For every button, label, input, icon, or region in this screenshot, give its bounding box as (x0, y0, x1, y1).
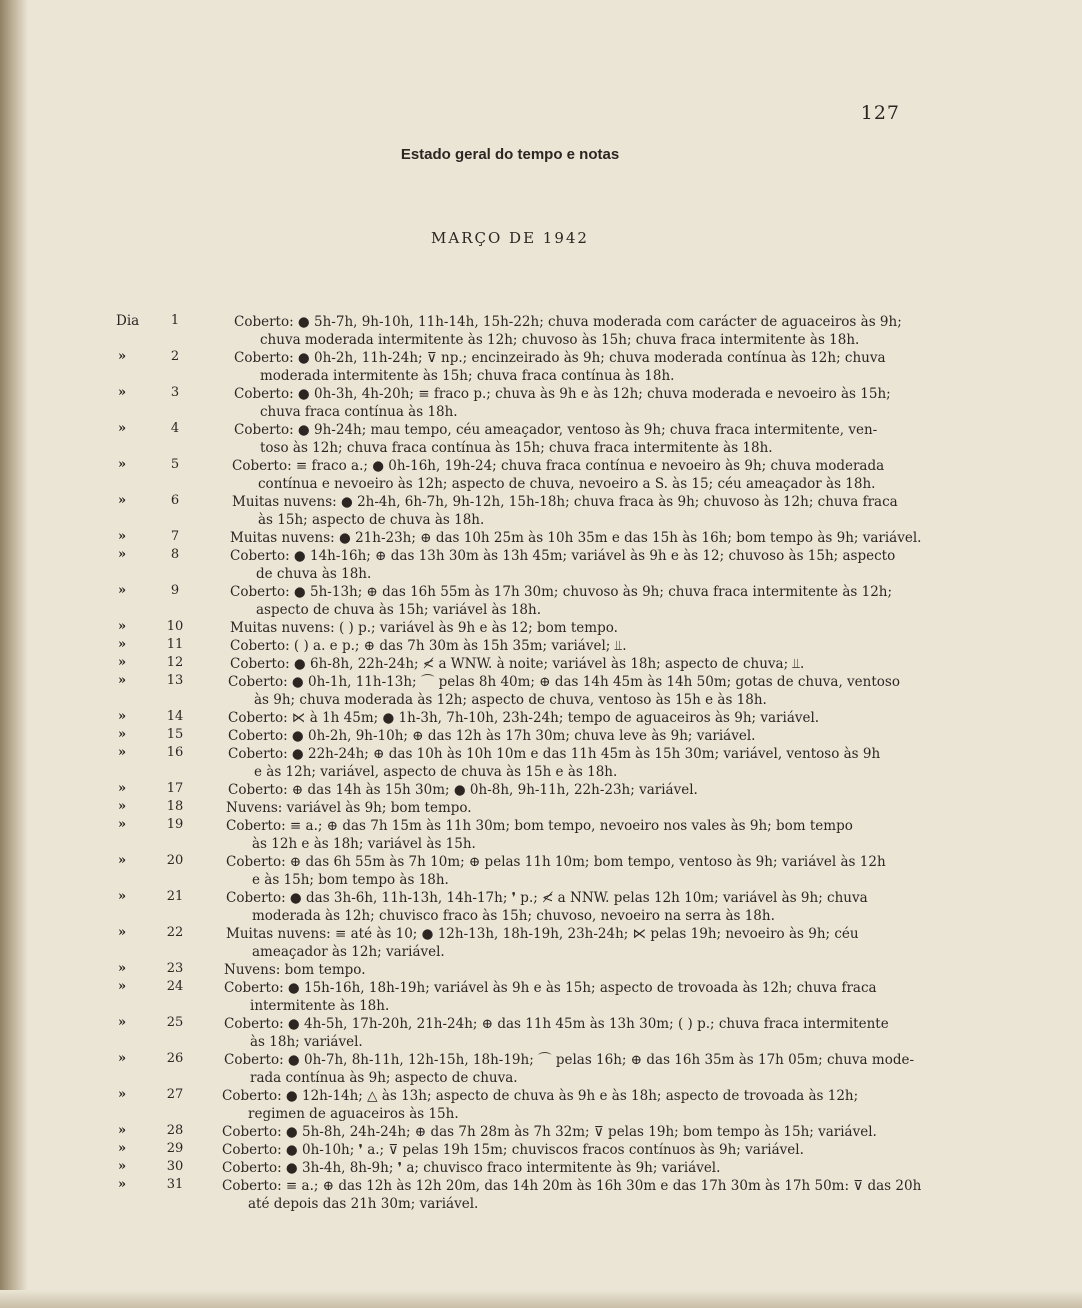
day-weather-note (230, 637, 894, 655)
day-number: 24 (166, 979, 184, 994)
day-number: 14 (166, 709, 184, 724)
day-weather-note (222, 1177, 922, 1213)
ditto-mark: » (118, 619, 127, 634)
day-number: 28 (166, 1123, 184, 1138)
note-line-first: Coberto: ● 0h-2h, 11h-24h; ⊽ np.; encinzeirado às 9h; chuva moderada contínua às 12h; chuva (234, 350, 886, 366)
ditto-mark: » (118, 1141, 127, 1156)
day-weather-note (230, 529, 922, 547)
ditto-mark: » (118, 745, 127, 760)
note-line-continuation: intermitente às 18h. (250, 998, 390, 1014)
note-line-first: Muitas nuvens: ● 2h-4h, 6h-7h, 9h-12h, 15h-18h; chuva fraca às 9h; chuvoso às 12h; chuva fraca (232, 494, 898, 510)
note-line-continuation: às 9h; chuva moderada às 12h; aspecto de chuva, ventoso às 15h e às 18h. (254, 692, 767, 708)
day-number: 6 (170, 493, 180, 508)
ditto-mark: » (118, 583, 127, 598)
ditto-mark: » (118, 853, 127, 868)
ditto-mark: » (118, 1051, 127, 1066)
ditto-mark: » (118, 547, 127, 562)
ditto-mark: » (118, 529, 127, 544)
day-number: 17 (166, 781, 184, 796)
note-line-first: Muitas nuvens: ( ) p.; variável às 9h e às 12; bom tempo. (230, 620, 618, 636)
day-weather-note (234, 313, 902, 349)
day-number: 5 (170, 457, 180, 472)
day-weather-note (224, 961, 894, 979)
day-weather-note (228, 781, 894, 799)
note-line-first: Coberto: ● das 3h-6h, 11h-13h, 14h-17h; ❜ p.; ≮ a NNW. pelas 12h 10m; variável às 9h; chuva (226, 890, 868, 906)
note-line-first: Coberto: ● 5h-7h, 9h-10h, 11h-14h, 15h-22h; chuva moderada com carácter de aguaceiros às 9h; (234, 314, 902, 330)
day-weather-note (228, 709, 894, 727)
ditto-mark: » (118, 421, 127, 436)
note-line-continuation: e às 15h; bom tempo às 18h. (252, 872, 449, 888)
day-number: 18 (166, 799, 184, 814)
note-line-first: Coberto: ⊕ das 14h às 15h 30m; ● 0h-8h, 9h-11h, 22h-23h; variável. (228, 782, 698, 798)
ditto-mark: » (118, 1015, 127, 1030)
day-weather-note (222, 1159, 894, 1177)
day-number: 7 (170, 529, 180, 544)
note-line-continuation: chuva moderada intermitente às 12h; chuvoso às 15h; chuva fraca intermitente às 18h. (260, 332, 860, 348)
day-number: 4 (170, 421, 180, 436)
ditto-mark: » (118, 1159, 127, 1174)
note-line-first: Coberto: ( ) a. e p.; ⊕ das 7h 30m às 15h 35m; variável; ⫫. (230, 638, 627, 654)
note-line-first: Coberto: ● 4h-5h, 17h-20h, 21h-24h; ⊕ das 11h 45m às 13h 30m; ( ) p.; chuva fraca intermitente (224, 1016, 889, 1032)
day-number: 23 (166, 961, 184, 976)
ditto-mark: » (118, 637, 127, 652)
note-line-continuation: ameaçador às 12h; variável. (252, 944, 445, 960)
ditto-mark: » (118, 799, 127, 814)
note-line-continuation: às 18h; variável. (250, 1034, 363, 1050)
ditto-mark: » (118, 889, 127, 904)
day-weather-note (224, 979, 894, 1015)
day-number: 20 (166, 853, 184, 868)
day-number: 8 (170, 547, 180, 562)
day-weather-note (234, 421, 894, 457)
day-number: 10 (166, 619, 184, 634)
note-line-first: Coberto: ● 3h-4h, 8h-9h; ❜ a; chuvisco fraco intermitente às 9h; variável. (222, 1160, 721, 1176)
day-number: 2 (170, 349, 180, 364)
note-line-continuation: moderada às 12h; chuvisco fraco às 15h; chuvoso, nevoeiro na serra às 18h. (252, 908, 775, 924)
ditto-mark: » (118, 925, 127, 940)
day-weather-note (222, 1087, 894, 1123)
day-weather-note (222, 1141, 894, 1159)
ditto-mark: » (118, 1177, 127, 1192)
day-weather-note (230, 547, 894, 583)
day-weather-note (228, 727, 894, 745)
ditto-mark: » (118, 493, 127, 508)
day-weather-note (230, 619, 894, 637)
note-line-first: Coberto: ⊕ das 6h 55m às 7h 10m; ⊕ pelas 11h 10m; bom tempo, ventoso às 9h; variável às 12h (226, 854, 886, 870)
day-number: 19 (166, 817, 184, 832)
ditto-mark: » (118, 781, 127, 796)
note-line-first: Nuvens: variável às 9h; bom tempo. (226, 800, 472, 816)
note-line-first: Coberto: ● 9h-24h; mau tempo, céu ameaçador, ventoso às 9h; chuva fraca intermitente, ven- (234, 422, 878, 438)
ditto-mark: » (118, 979, 127, 994)
day-number: 3 (170, 385, 180, 400)
day-weather-note (232, 493, 898, 529)
day-weather-note (226, 925, 894, 961)
day-number: 25 (166, 1015, 184, 1030)
day-number: 27 (166, 1087, 184, 1102)
page-number: 127 (860, 102, 900, 124)
day-number: 21 (166, 889, 184, 904)
note-line-first: Coberto: ● 5h-13h; ⊕ das 16h 55m às 17h 30m; chuvoso às 9h; chuva fraca intermitente às 12h; (230, 584, 893, 600)
day-number: 26 (166, 1051, 184, 1066)
ditto-mark: » (118, 673, 127, 688)
day-number: 11 (166, 637, 184, 652)
note-line-first: Coberto: ● 0h-1h, 11h-13h; ⌒ pelas 8h 40m; ⊕ das 14h 45m às 14h 50m; gotas de chuva, ventoso (228, 674, 900, 690)
note-line-first: Coberto: ● 0h-2h, 9h-10h; ⊕ das 12h às 17h 30m; chuva leve às 9h; variável. (228, 728, 756, 744)
note-line-continuation: e às 12h; variável, aspecto de chuva às 15h e às 18h. (254, 764, 618, 780)
note-line-first: Nuvens: bom tempo. (224, 962, 366, 978)
ditto-mark: » (118, 961, 127, 976)
day-weather-note (226, 817, 894, 853)
day-number: 15 (166, 727, 184, 742)
note-line-first: Coberto: ● 6h-8h, 22h-24h; ≮ a WNW. à noite; variável às 18h; aspecto de chuva; ⫫. (230, 656, 805, 672)
ditto-mark: » (118, 385, 127, 400)
note-line-first: Coberto: ● 0h-7h, 8h-11h, 12h-15h, 18h-19h; ⌒ pelas 16h; ⊕ das 16h 35m às 17h 05m; chuva mode- (224, 1052, 915, 1068)
note-line-first: Coberto: ≡ fraco a.; ● 0h-16h, 19h-24; chuva fraca contínua e nevoeiro às 9h; chuva moderada (232, 458, 885, 474)
ditto-mark: » (118, 655, 127, 670)
day-weather-note (234, 385, 894, 421)
note-line-first: Muitas nuvens: ≡ até às 10; ● 12h-13h, 18h-19h, 23h-24h; ⋉ pelas 19h; nevoeiro às 9h; céu (226, 926, 859, 942)
note-line-continuation: contínua e nevoeiro às 12h; aspecto de chuva, nevoeiro a S. às 15; céu ameaçador às 18h. (258, 476, 876, 492)
day-number: 30 (166, 1159, 184, 1174)
note-line-first: Coberto: ● 5h-8h, 24h-24h; ⊕ das 7h 28m às 7h 32m; ⊽ pelas 19h; bom tempo às 15h; variável. (222, 1124, 877, 1140)
ditto-mark: » (118, 1123, 127, 1138)
day-weather-note (226, 799, 894, 817)
note-line-continuation: às 12h e às 18h; variável às 15h. (252, 836, 476, 852)
note-line-continuation: chuva fraca contínua às 18h. (260, 404, 458, 420)
ditto-mark: » (118, 1087, 127, 1102)
note-line-continuation: às 15h; aspecto de chuva às 18h. (258, 512, 485, 528)
note-line-first: Coberto: ● 0h-10h; ❜ a.; ⊽ pelas 19h 15m; chuviscos fracos contínuos às 9h; variável. (222, 1142, 804, 1158)
day-weather-note (230, 655, 894, 673)
day-number: 16 (166, 745, 184, 760)
ditto-mark: » (118, 457, 127, 472)
day-weather-note (230, 583, 894, 619)
note-line-continuation: toso às 12h; chuva fraca contínua às 15h; chuva fraca intermitente às 18h. (260, 440, 773, 456)
note-line-first: Coberto: ● 12h-14h; △ às 13h; aspecto de chuva às 9h e às 18h; aspecto de trovoada às 12h; (222, 1088, 859, 1104)
ditto-mark: » (118, 817, 127, 832)
day-number: 13 (166, 673, 184, 688)
day-weather-note (228, 745, 894, 781)
dia-label: Dia (116, 313, 140, 329)
day-weather-note (224, 1015, 894, 1051)
day-number: 1 (170, 313, 180, 328)
note-line-first: Coberto: ⋉ à 1h 45m; ● 1h-3h, 7h-10h, 23h-24h; tempo de aguaceiros às 9h; variável. (228, 710, 820, 726)
note-line-continuation: de chuva às 18h. (256, 566, 372, 582)
note-line-continuation: até depois das 21h 30m; variável. (248, 1196, 479, 1212)
ditto-mark: » (118, 709, 127, 724)
note-line-first: Coberto: ≡ a.; ⊕ das 12h às 12h 20m, das 14h 20m às 16h 30m e das 17h 30m às 17h 50m: ⊽ das 20h (222, 1178, 922, 1194)
day-number: 12 (166, 655, 184, 670)
day-weather-note (228, 673, 900, 709)
note-line-first: Coberto: ● 15h-16h, 18h-19h; variável às 9h e às 15h; aspecto de trovoada às 12h; chuva fraca (224, 980, 877, 996)
note-line-continuation: rada contínua às 9h; aspecto de chuva. (250, 1070, 518, 1086)
day-weather-note (224, 1051, 915, 1087)
note-line-first: Coberto: ≡ a.; ⊕ das 7h 15m às 11h 30m; bom tempo, nevoeiro nos vales às 9h; bom tempo (226, 818, 853, 834)
day-weather-note (226, 889, 894, 925)
page-title: Estado geral do tempo e notas (400, 146, 620, 163)
note-line-continuation: moderada intermitente às 15h; chuva fraca contínua às 18h. (260, 368, 675, 384)
day-number: 31 (166, 1177, 184, 1192)
day-weather-note (226, 853, 894, 889)
note-line-first: Coberto: ● 22h-24h; ⊕ das 10h às 10h 10m e das 11h 45m às 15h 30m; variável, ventoso às 9h (228, 746, 881, 762)
ditto-mark: » (118, 349, 127, 364)
day-weather-note (222, 1123, 894, 1141)
note-line-continuation: aspecto de chuva às 15h; variável às 18h. (256, 602, 541, 618)
note-line-first: Coberto: ● 0h-3h, 4h-20h; ≡ fraco p.; chuva às 9h e às 12h; chuva moderada e nevoeiro às 15h; (234, 386, 891, 402)
page-subtitle: MARÇO DE 1942 (431, 229, 589, 247)
day-weather-note (232, 457, 894, 493)
day-weather-note (234, 349, 894, 385)
ditto-mark: » (118, 727, 127, 742)
note-line-first: Muitas nuvens: ● 21h-23h; ⊕ das 10h 25m às 10h 35m e das 15h às 16h; bom tempo às 9h; variável. (230, 530, 922, 546)
day-number: 9 (170, 583, 180, 598)
day-number: 29 (166, 1141, 184, 1156)
note-line-continuation: regimen de aguaceiros às 15h. (248, 1106, 459, 1122)
note-line-first: Coberto: ● 14h-16h; ⊕ das 13h 30m às 13h 45m; variável às 9h e às 12; chuvoso às 15h; aspecto (230, 548, 896, 564)
day-number: 22 (166, 925, 184, 940)
